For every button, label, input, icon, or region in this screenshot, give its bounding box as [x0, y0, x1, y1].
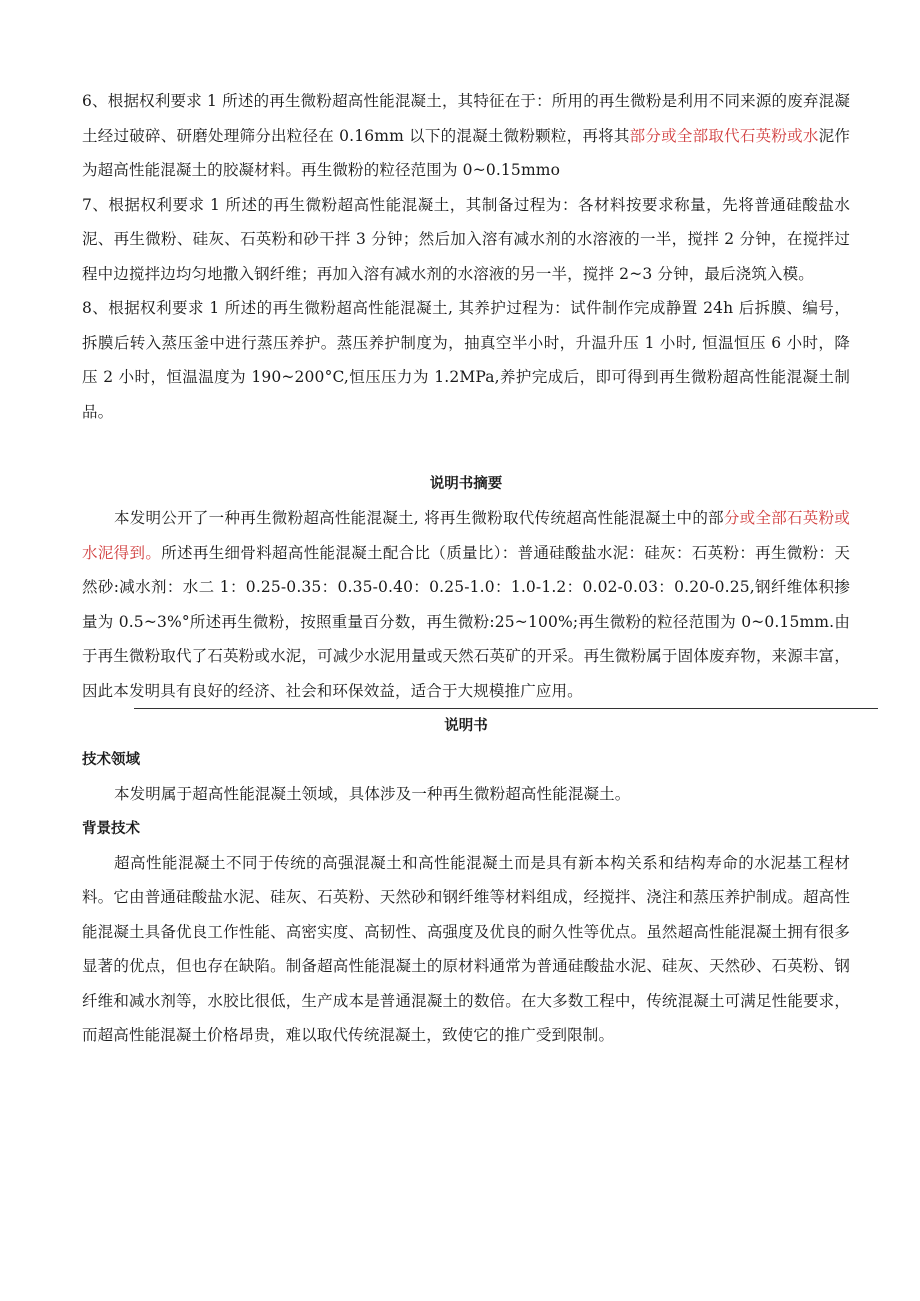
abstract-title: 说明书摘要 [429, 476, 503, 492]
technical-field-text: 本发明属于超高性能混凝土领域，具体涉及一种再生微粉超高性能混凝土。 [114, 785, 631, 803]
section-gap [82, 429, 850, 467]
background-heading: 背景技术 [82, 820, 140, 837]
claim-6-highlight: 部分或全部取代石英粉或水 [629, 126, 819, 145]
abstract-highlight: 分或全部石英粉或水泥得到。 [82, 509, 850, 562]
description-title: 说明书 [444, 718, 488, 734]
claim-7: 7、根据权利要求 1 所述的再生微粉超高性能混凝土，其制备过程为：各材料按要求称量，先将普通硅酸盐水泥、再生微粉、硅灰、石英粉和砂干拌 3 分钟；然后加入溶有减水剂的水溶液的一半，搅拌 2 分钟，在搅拌过程中边搅拌边均匀地撒入钢纤维；再加入溶有减水剂的水溶液的另一半，搅拌 2~3 分钟，最后浇筑入模。 [82, 195, 850, 283]
claim-6-text-post: 泥作为超高性能混凝土的胶凝材料。再生微粉的粒径范围为 0~0.15mmo [82, 126, 850, 179]
background-text: 超高性能混凝土不同于传统的高强混凝土和高性能混凝土而是具有新本构关系和结构寿命的水泥基工程材料。它由普通硅酸盐水泥、硅灰、石英粉、天然砂和钢纤维等材料组成，经搅拌、浇注和蒸压养护制成。超高性能混凝土具备优良工作性能、高密实度、高韧性、高强度及优良的耐久性等优点。虽然超高性能混凝土拥有很多显著的优点，但也存在缺陷。制备超高性能混凝土的原材料通常为普通硅酸盐水泥、硅灰、天然砂、石英粉、钢纤维和减水剂等，水胶比很低，生产成本是普通混凝土的数倍。在大多数工程中，传统混凝土可满足性能要求，而超高性能混凝土价格昂贵，难以取代传统混凝土，致使它的推广受到限制。 [82, 853, 850, 1044]
page-content [82, 84, 850, 1053]
abstract-paragraph [82, 501, 850, 708]
abstract-text-post: 所述再生细骨料超高性能混凝土配合比（质量比）：普通硅酸盐水泥：硅灰：石英粉：再生微粉：天然砂:减水剂：水二 1：0.25-0.35：0.35-0.40：0.25-1.0：1.0-1.2：0.02-0.03：0.20-0.25,钢纤维体积掺量为 0.5~3%°所述再生微粉，按照重量百分数，再生微粉:25~100%;再生微粉的粒径范围为 0~0.15mm.由于再生微粉取代了石英粉或水泥，可减少水泥用量或天然石英矿的开采。再生微粉属于固体废弃物，来源丰富，因此本发明具有良好的经济、社会和环保效益，适合于大规模推广应用。 [82, 543, 850, 700]
claim-6-text-pre: 6、根据权利要求 1 所述的再生微粉超高性能混凝土，其特征在于：所用的再生微粉是利用不同来源的废弃混凝土经过破碎、研磨处理筛分出粒径在 0.16mm 以下的混凝土微粉颗粒，再将其 [82, 92, 850, 145]
technical-field-heading: 技术领域 [82, 752, 140, 768]
abstract-text-pre: 本发明公开了一种再生微粉超高性能混凝土, 将再生微粉取代传统超高性能混凝土中的部 [114, 509, 724, 527]
claim-8: 8、根据权利要求 1 所述的再生微粉超高性能混凝土, 其养护过程为：试件制作完成静置 24h 后拆膜、编号，拆膜后转入蒸压釜中进行蒸压养护。蒸压养护制度为，抽真空半小时，升温升压 1 小时, 恒温恒压 6 小时，降压 2 小时，恒温温度为 190~200°C,恒压压力为 1.2MPa,养护完成后，即可得到再生微粉超高性能混凝土制品。 [82, 299, 850, 421]
claim-6 [82, 84, 850, 188]
